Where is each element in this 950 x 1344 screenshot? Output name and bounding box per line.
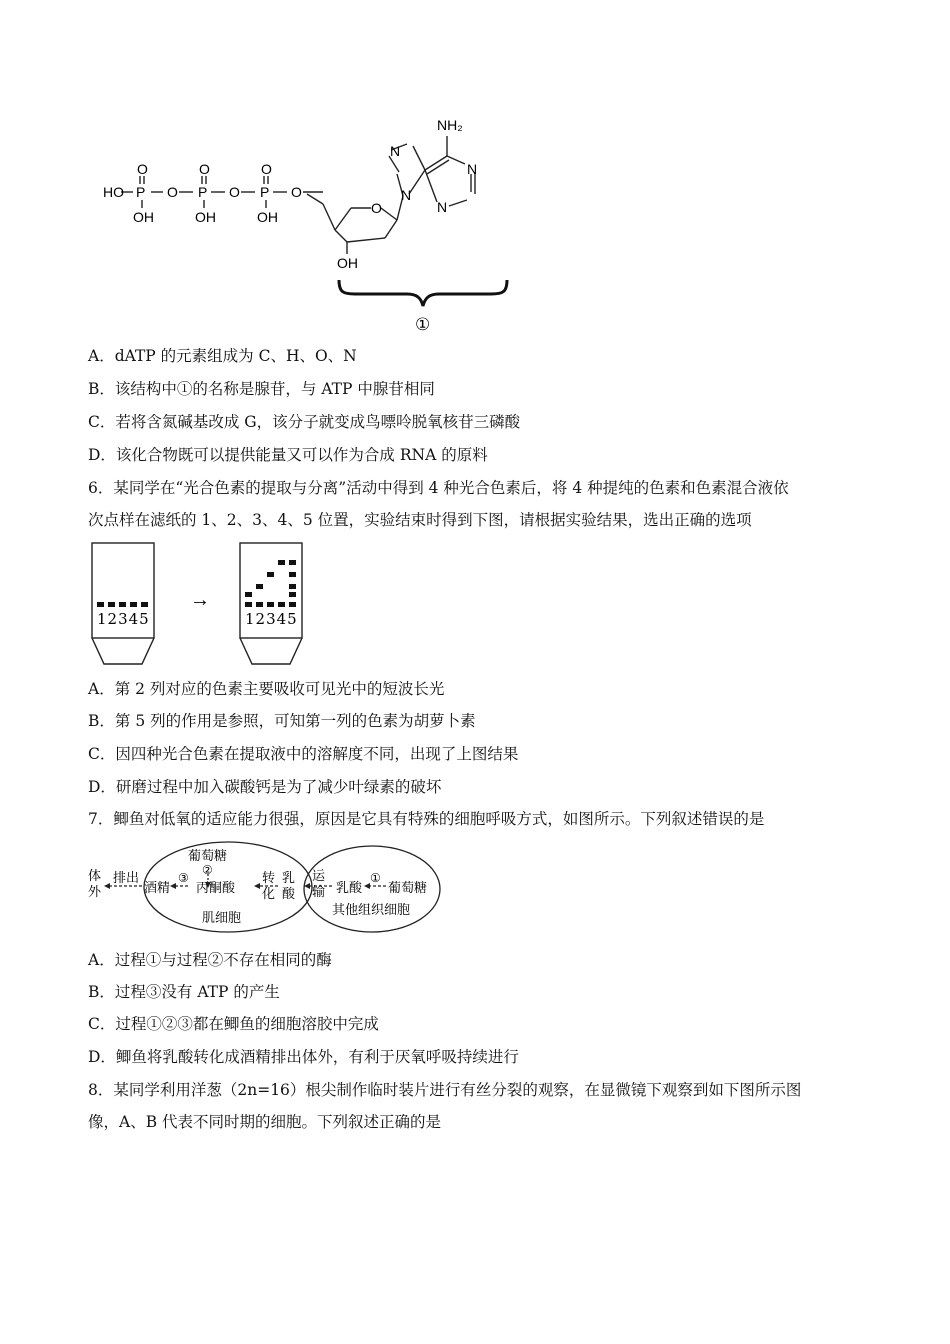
transport-char-1: 运 [312,868,326,883]
oxygen-top-1: O [137,161,148,177]
ho-label: HO [103,184,124,200]
q7-option-a: A．过程①与过程②不存在相同的酶 [88,951,332,969]
q7-option-c: C．过程①②③都在鲫鱼的细胞溶胶中完成 [88,1015,379,1033]
arrow-icon: → [190,589,210,611]
nitrogen-9: N [401,187,412,203]
oxygen-top-3: O [261,161,272,177]
q6-option-a: A．第 2 列对应的色素主要吸收可见光中的短波长光 [88,680,445,698]
nitrogen-7: N [390,143,401,159]
q8-stem-line2: 像，A、B 代表不同时期的细胞。下列叙述正确的是 [88,1113,442,1131]
oxygen-bridge-1: O [167,184,178,200]
q6-option-d: D．研磨过程中加入碳酸钙是为了减少叶绿素的破坏 [88,778,442,796]
convert-char-1: 转 [262,870,276,885]
oxygen-top-2: O [199,161,210,177]
outside-char-1: 体 [88,868,102,883]
nitrogen-1: N [467,161,478,177]
q6-option-c: C．因四种光合色素在提取液中的溶解度不同，出现了上图结果 [88,745,519,763]
q6-option-b: B．第 5 列的作用是参照，可知第一列的色素为胡萝卜素 [88,712,476,730]
step-3-label: ③ [178,871,189,885]
q5-option-b: B．该结构中①的名称是腺苷，与 ATP 中腺苷相同 [88,380,435,398]
brace-label: ① [415,315,431,335]
oh-label-3: OH [257,209,278,225]
phosphorus-3: P [260,184,270,200]
q6-stem-line2: 次点样在滤纸的 1、2、3、4、5 位置，实验结束时得到下图，请根据实验结果，选出正确的选项 [88,511,752,529]
excrete-label: 排出 [113,870,140,885]
ring-oxygen: O [371,200,382,216]
ethanol-label: 酒精 [144,880,171,895]
q7-option-b: B．过程③没有 ATP 的产生 [88,983,280,1001]
datp-structure-figure [85,108,515,340]
phosphorus-1: P [136,184,146,200]
muscle-cell-label: 肌细胞 [202,910,242,925]
lactic-label: 乳酸 [336,880,363,895]
transport-char-2: 输 [312,884,326,899]
step-1-label: ① [370,871,381,885]
glucose-label: 葡萄糖 [188,848,228,863]
sugar-oh: OH [337,255,358,271]
nh2-label: NH₂ [437,117,463,133]
q7-option-d: D．鲫鱼将乳酸转化成酒精排出体外，有利于厌氧呼吸持续进行 [88,1048,519,1066]
other-cell-label: 其他组织细胞 [332,902,411,917]
brace-mark [339,280,507,306]
nitrogen-3: N [437,199,448,215]
lactic-char-2: 酸 [282,886,296,901]
glucose-label-2: 葡萄糖 [388,880,428,895]
step-2-label: ② [202,863,213,877]
q5-option-a: A．dATP 的元素组成为 C、H、O、N [88,347,357,365]
q5-option-c: C．若将含氮碱基改成 G，该分子就变成鸟嘌呤脱氧核苷三磷酸 [88,413,521,431]
convert-char-2: 化 [262,886,276,901]
lane-labels-before: 12345 [97,610,150,628]
oxygen-bridge-2: O [229,184,240,200]
carp-respiration-figure [86,838,446,938]
phosphorus-2: P [198,184,208,200]
q6-stem-line1: 6．某同学在“光合色素的提取与分离”活动中得到 4 种光合色素后，将 4 种提纯的色素和色素混合液依 [88,479,789,497]
lane-labels-after: 12345 [245,610,298,628]
pyruvate-label: 丙酮酸 [196,880,236,895]
chromatography-figure [88,540,313,668]
oh-label-2: OH [195,209,216,225]
outside-char-2: 外 [88,884,102,899]
q8-stem-line1: 8．某同学利用洋葱（2n=16）根尖制作临时装片进行有丝分裂的观察，在显微镜下观察到如下图所示图 [88,1081,802,1099]
lactic-char-1: 乳 [282,870,296,885]
q7-stem: 7．鲫鱼对低氧的适应能力很强，原因是它具有特殊的细胞呼吸方式，如图所示。下列叙述错误的是 [88,810,765,828]
q5-option-d: D．该化合物既可以提供能量又可以作为合成 RNA 的原料 [88,446,488,464]
oh-label-1: OH [133,209,154,225]
oxygen-bridge-3: O [291,184,302,200]
